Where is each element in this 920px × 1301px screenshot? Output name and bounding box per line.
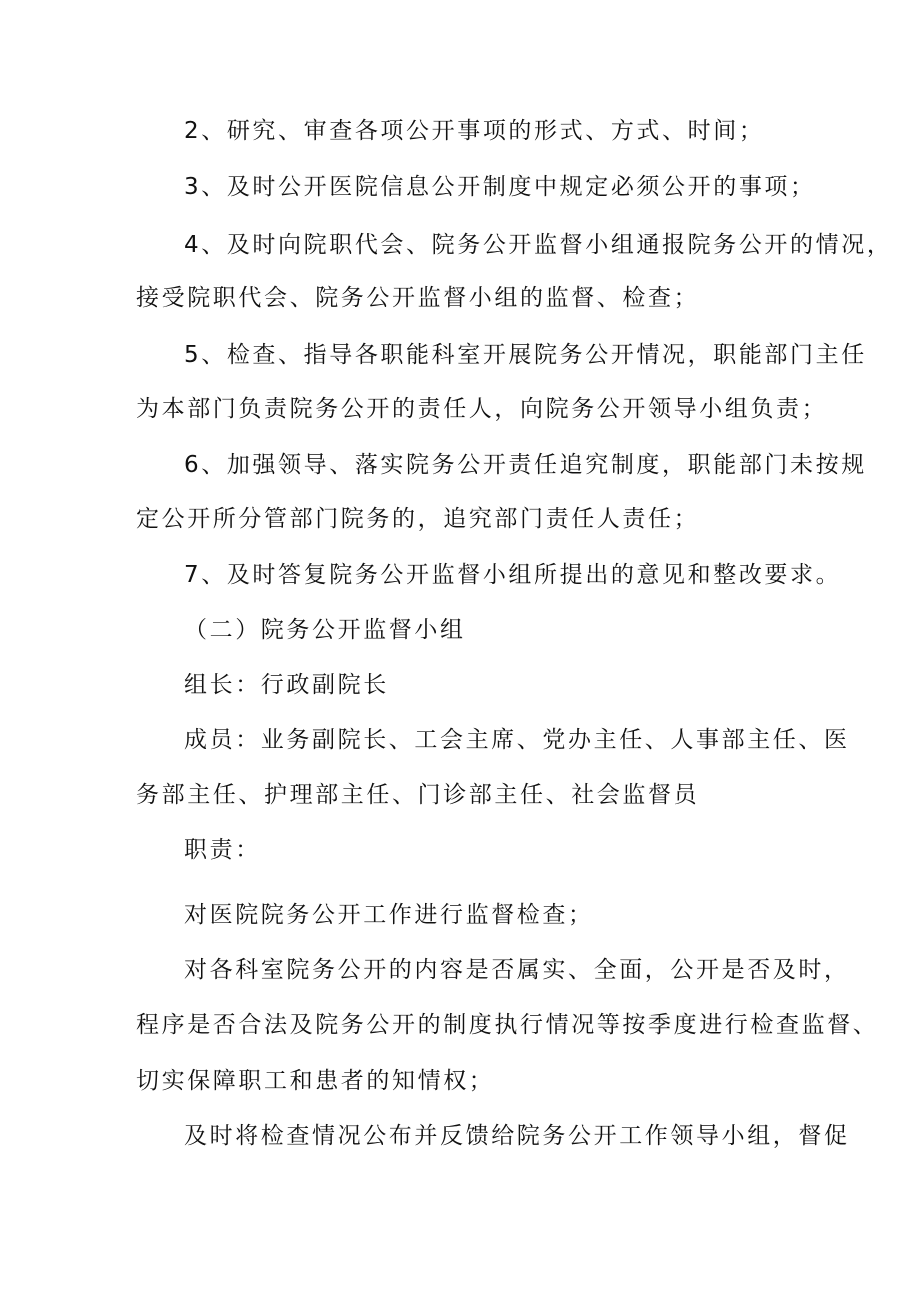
item-5-line-1: 5、检查、指导各职能科室开展院务公开情况，职能部门主任: [184, 342, 867, 368]
members-line-2: 务部主任、护理部主任、门诊部主任、社会监督员: [136, 782, 700, 808]
members-line-1: 成员：业务副院长、工会主席、党办主任、人事部主任、医: [184, 727, 850, 753]
section-heading: （二）院务公开监督小组: [184, 617, 466, 643]
item-4-line-1: 4、及时向院职代会、院务公开监督小组通报院务公开的情况，: [184, 232, 893, 258]
item-7-line: 7、及时答复院务公开监督小组所提出的意见和整改要求。: [184, 562, 842, 588]
duty-2-line-2: 程序是否合法及院务公开的制度执行情况等按季度进行检查监督、: [136, 1012, 879, 1038]
item-6-line-2: 定公开所分管部门院务的，追究部门责任人责任；: [136, 506, 700, 532]
duty-1-line: 对医院院务公开工作进行监督检查；: [184, 902, 594, 928]
duty-2-line-1: 对各科室院务公开的内容是否属实、全面，公开是否及时，: [184, 957, 850, 983]
item-5-line-2: 为本部门负责院务公开的责任人，向院务公开领导小组负责；: [136, 396, 828, 422]
group-leader-line: 组长：行政副院长: [184, 672, 389, 698]
duties-label: 职责：: [184, 837, 261, 863]
item-3-line: 3、及时公开医院信息公开制度中规定必须公开的事项；: [184, 174, 816, 200]
item-2-line: 2、研究、审查各项公开事项的形式、方式、时间；: [184, 118, 765, 144]
item-6-line-1: 6、加强领导、落实院务公开责任追究制度，职能部门未按规: [184, 452, 867, 478]
duty-3-line-1: 及时将检查情况公布并反馈给院务公开工作领导小组，督促: [184, 1123, 850, 1149]
duty-2-line-3: 切实保障职工和患者的知情权；: [136, 1068, 495, 1094]
item-4-line-2: 接受院职代会、院务公开监督小组的监督、检查；: [136, 285, 700, 311]
